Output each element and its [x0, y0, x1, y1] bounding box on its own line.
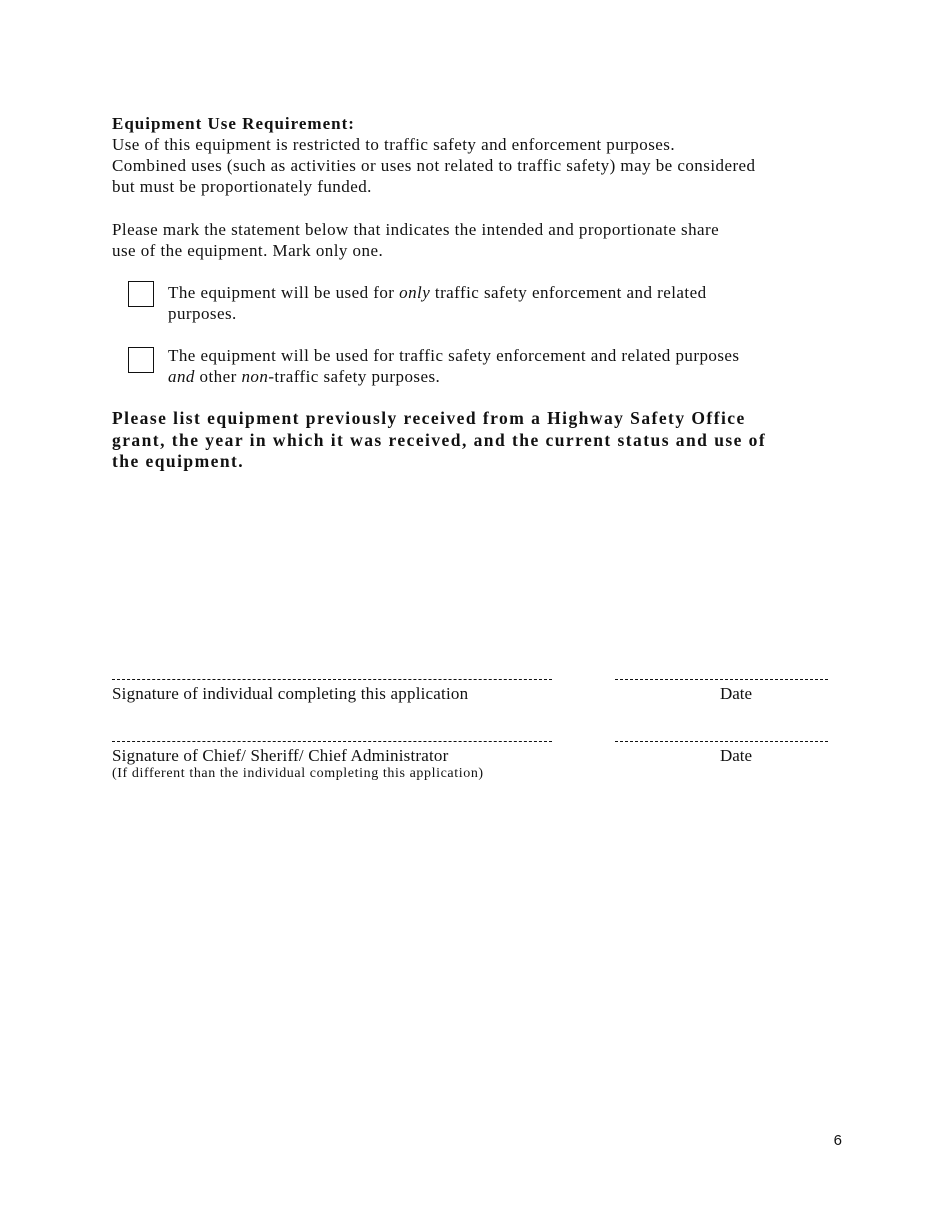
option-emphasis: and — [168, 367, 195, 386]
chief-signature-label: Signature of Chief/ Sheriff/ Chief Administrator — [112, 746, 449, 765]
option-emphasis: only — [399, 283, 431, 302]
paragraph-line: Use of this equipment is restricted to traffic safety and enforcement purposes. — [112, 135, 676, 154]
paragraph-line: Combined uses (such as activities or uses not related to traffic safety) may be considered — [112, 156, 756, 175]
equipment-list-request — [112, 408, 842, 473]
chief-signature-note: (If different than the individual completing this application) — [112, 766, 484, 781]
applicant-date-line[interactable] — [615, 679, 828, 680]
option-combined-use[interactable] — [128, 347, 848, 391]
equipment-use-section — [112, 113, 842, 197]
instruction-paragraph — [112, 219, 842, 261]
chief-date-line[interactable] — [615, 741, 828, 742]
option-emphasis: non — [241, 367, 269, 386]
option-text-part: traffic safety enforcement and related — [430, 283, 707, 302]
instruction-line: use of the equipment. Mark only one. — [112, 241, 384, 260]
request-line: Please list equipment previously received from a Highway Safety Office — [112, 408, 746, 428]
section-heading: Equipment Use Requirement: — [112, 114, 355, 133]
request-line: grant, the year in which it was received, and the current status and use of — [112, 429, 767, 450]
applicant-date-label: Date — [719, 684, 753, 703]
combined-use-checkbox[interactable] — [128, 347, 154, 373]
option-traffic-only-text — [168, 282, 858, 324]
chief-date-label: Date — [719, 746, 753, 765]
paragraph-line: but must be proportionately funded. — [112, 177, 372, 196]
applicant-signature-line[interactable] — [112, 679, 552, 680]
option-text-part: The equipment will be used for traffic safety enforcement and related purposes — [168, 346, 740, 365]
applicant-signature-label: Signature of individual completing this application — [112, 684, 469, 703]
option-text-part: purposes. — [168, 304, 237, 323]
option-traffic-only[interactable] — [128, 281, 848, 325]
page-number: 6 — [833, 1132, 842, 1149]
request-line: the equipment. — [112, 451, 245, 471]
option-text-part: -traffic safety purposes. — [268, 367, 441, 386]
option-combined-use-text — [168, 345, 858, 387]
option-text-part: other — [194, 367, 242, 386]
option-text-part: The equipment will be used for — [168, 283, 400, 302]
chief-signature-line[interactable] — [112, 741, 552, 742]
instruction-line: Please mark the statement below that indicates the intended and proportionate share — [112, 220, 720, 239]
traffic-only-checkbox[interactable] — [128, 281, 154, 307]
